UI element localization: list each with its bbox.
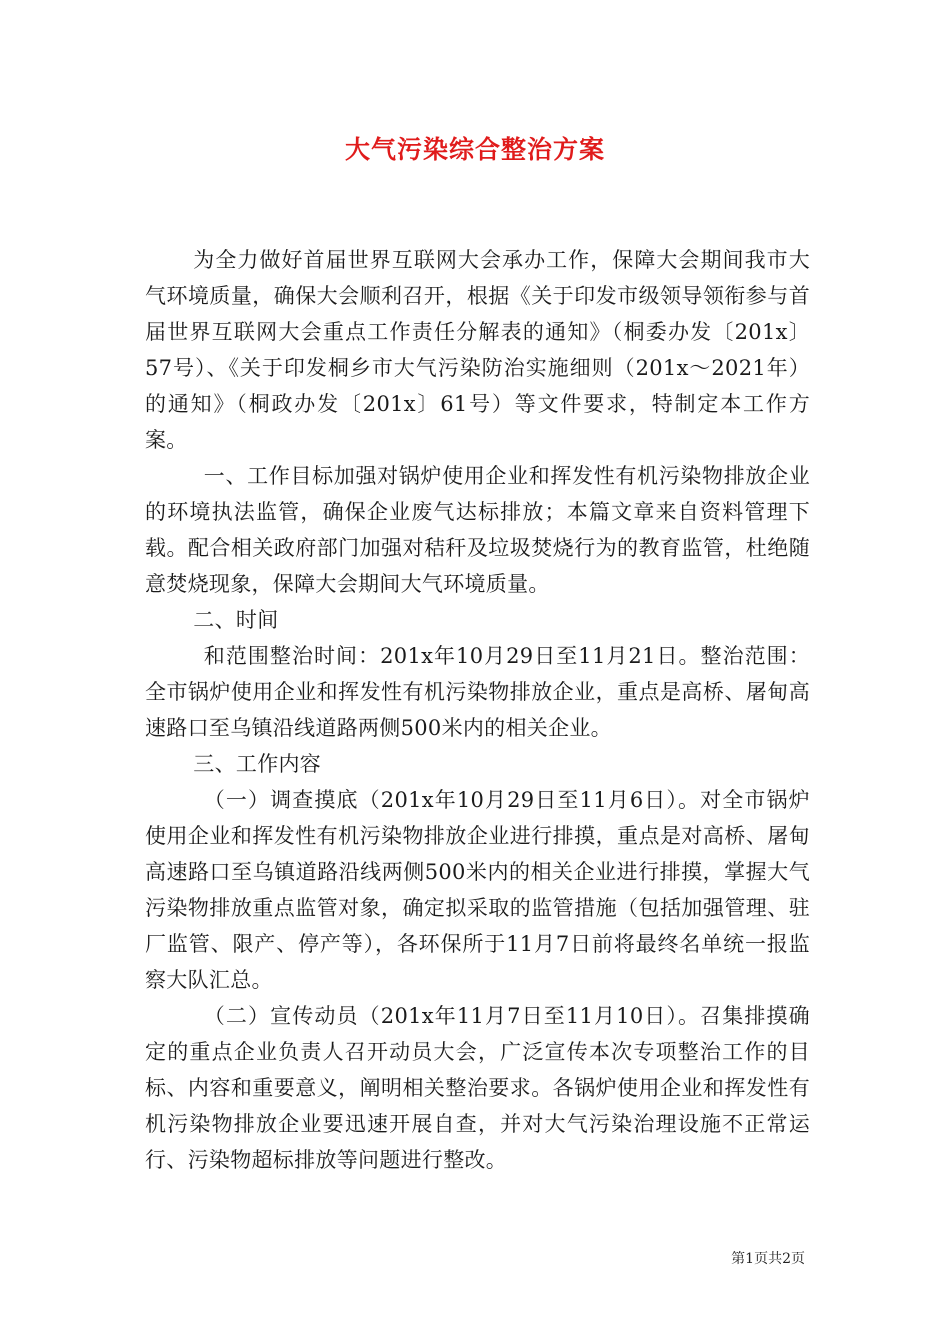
intro-paragraph: 为全力做好首届世界互联网大会承办工作，保障大会期间我市大气环境质量，确保大会顺利召开，根据《关于印发市级领导领衔参与首届世界互联网大会重点工作责任分解表的通知》（桐委办发〔201x〕57号）、《关于印发桐乡市大气污染防治实施细则（201x～2021年）的通知》（桐政办发〔201x〕61号）等文件要求，特制定本工作方案。	[145, 248, 810, 452]
scope-paragraph: 和范围整治时间：201x年10月29日至11月21日。整治范围：全市锅炉使用企业和挥发性有机污染物排放企业，重点是高桥、屠甸高速路口至乌镇沿线道路两侧500米内的相关企业。	[145, 644, 810, 740]
section-1-paragraph: 一、工作目标加强对锅炉使用企业和挥发性有机污染物排放企业的环境执法监管，确保企业废气达标排放；本篇文章来自资料管理下载。配合相关政府部门加强对秸秆及垃圾焚烧行为的教育监管，杜绝随意焚烧现象，保障大会期间大气环境质量。	[145, 464, 810, 596]
mobilization-paragraph: （二）宣传动员（201x年11月7日至11月10日）。召集排摸确定的重点企业负责人召开动员大会，广泛宣传本次专项整治工作的目标、内容和重要意义，阐明相关整治要求。各锅炉使用企业和挥发性有机污染物排放企业要迅速开展自查，并对大气污染治理设施不正常运行、污染物超标排放等问题进行整改。	[145, 1004, 810, 1172]
section-2-heading: 二、时间	[193, 608, 279, 632]
section-3-heading: 三、工作内容	[193, 752, 322, 776]
document-body	[145, 242, 810, 1178]
survey-paragraph: （一）调查摸底（201x年10月29日至11月6日）。对全市锅炉使用企业和挥发性有机污染物排放企业进行排摸，重点是对高桥、屠甸高速路口至乌镇道路沿线两侧500米内的相关企业进行排摸，掌握大气污染物排放重点监管对象，确定拟采取的监管措施（包括加强管理、驻厂监管、限产、停产等），各环保所于11月7日前将最终名单统一报监察大队汇总。	[145, 788, 810, 992]
page-title: 大气污染综合整治方案	[344, 135, 605, 164]
page-indicator: 第1页共2页	[731, 1251, 805, 1267]
